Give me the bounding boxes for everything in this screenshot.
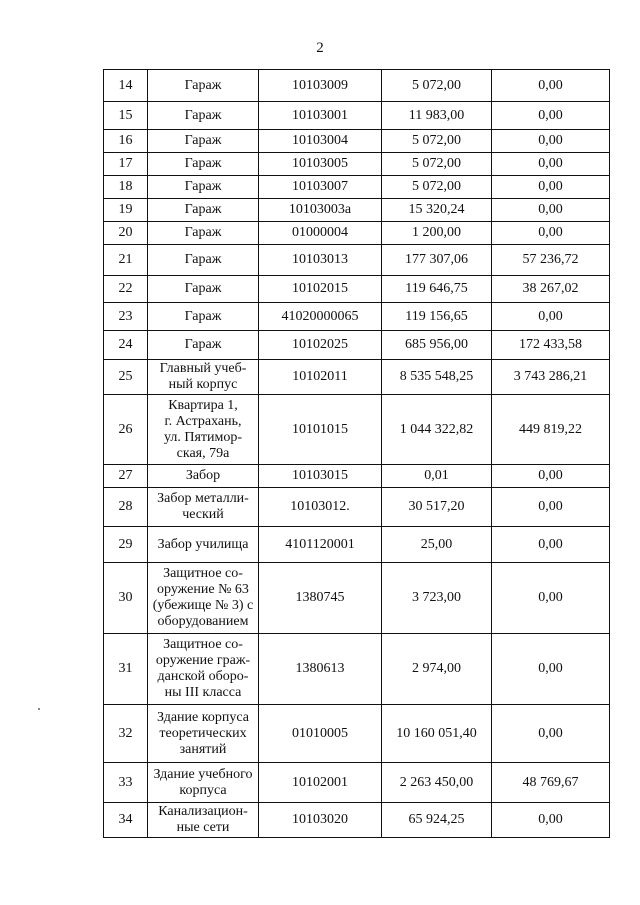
- initial-value-cell: 30 517,20: [382, 488, 492, 527]
- inventory-number-cell: 41020000065: [259, 303, 382, 331]
- inventory-number-cell: 10103004: [259, 130, 382, 153]
- table-row: [104, 176, 610, 199]
- table-row: [104, 199, 610, 222]
- inventory-number-cell: 10103001: [259, 102, 382, 130]
- object-name-cell: Защитное со- оружение граж- данской оборо- ны III класса: [148, 634, 259, 705]
- object-name-cell: Гараж: [148, 70, 259, 102]
- inventory-number-cell: 10102025: [259, 331, 382, 360]
- table-row: [104, 102, 610, 130]
- table-row: [104, 763, 610, 803]
- object-name-cell: Гараж: [148, 303, 259, 331]
- object-name-cell: Гараж: [148, 222, 259, 245]
- initial-value-cell: 8 535 548,25: [382, 360, 492, 395]
- inventory-number-cell: 10103009: [259, 70, 382, 102]
- row-number-cell: 28: [104, 488, 148, 527]
- object-name-cell: Гараж: [148, 130, 259, 153]
- object-name-cell: Здание учебного корпуса: [148, 763, 259, 803]
- object-name-cell: Защитное со- оружение № 63 (убежище № 3) с оборудованием: [148, 563, 259, 634]
- initial-value-cell: 177 307,06: [382, 245, 492, 276]
- inventory-number-cell: 10102015: [259, 276, 382, 303]
- residual-value-cell: 0,00: [492, 153, 610, 176]
- initial-value-cell: 11 983,00: [382, 102, 492, 130]
- object-name-cell: Забор: [148, 465, 259, 488]
- initial-value-cell: 15 320,24: [382, 199, 492, 222]
- initial-value-cell: 2 263 450,00: [382, 763, 492, 803]
- residual-value-cell: 0,00: [492, 222, 610, 245]
- inventory-number-cell: 10103005: [259, 153, 382, 176]
- inventory-number-cell: 01000004: [259, 222, 382, 245]
- residual-value-cell: 3 743 286,21: [492, 360, 610, 395]
- object-name-cell: Квартира 1, г. Астрахань, ул. Пятимор- ская, 79а: [148, 395, 259, 465]
- row-number-cell: 31: [104, 634, 148, 705]
- object-name-cell: Забор училища: [148, 527, 259, 563]
- object-name-cell: Канализацион- ные сети: [148, 803, 259, 838]
- initial-value-cell: 685 956,00: [382, 331, 492, 360]
- table-row: [104, 634, 610, 705]
- object-name-cell: Гараж: [148, 245, 259, 276]
- object-name-cell: Гараж: [148, 199, 259, 222]
- inventory-number-cell: 01010005: [259, 705, 382, 763]
- object-name-cell: Гараж: [148, 153, 259, 176]
- table-row: [104, 222, 610, 245]
- table-row: [104, 527, 610, 563]
- table-row: [104, 360, 610, 395]
- table-row: [104, 245, 610, 276]
- inventory-number-cell: 10103013: [259, 245, 382, 276]
- row-number-cell: 26: [104, 395, 148, 465]
- table-row: [104, 465, 610, 488]
- inventory-number-cell: 10103003а: [259, 199, 382, 222]
- residual-value-cell: 38 267,02: [492, 276, 610, 303]
- initial-value-cell: 1 200,00: [382, 222, 492, 245]
- table-row: [104, 70, 610, 102]
- table-row: [104, 803, 610, 838]
- residual-value-cell: 0,00: [492, 102, 610, 130]
- initial-value-cell: 2 974,00: [382, 634, 492, 705]
- row-number-cell: 17: [104, 153, 148, 176]
- inventory-number-cell: 10103015: [259, 465, 382, 488]
- table-row: [104, 331, 610, 360]
- inventory-number-cell: 10102001: [259, 763, 382, 803]
- row-number-cell: 24: [104, 331, 148, 360]
- residual-value-cell: 0,00: [492, 465, 610, 488]
- inventory-number-cell: 4101120001: [259, 527, 382, 563]
- row-number-cell: 32: [104, 705, 148, 763]
- residual-value-cell: 0,00: [492, 527, 610, 563]
- row-number-cell: 25: [104, 360, 148, 395]
- inventory-number-cell: 10103007: [259, 176, 382, 199]
- initial-value-cell: 65 924,25: [382, 803, 492, 838]
- row-number-cell: 23: [104, 303, 148, 331]
- initial-value-cell: 10 160 051,40: [382, 705, 492, 763]
- residual-value-cell: 172 433,58: [492, 331, 610, 360]
- object-name-cell: Гараж: [148, 102, 259, 130]
- row-number-cell: 33: [104, 763, 148, 803]
- row-number-cell: 14: [104, 70, 148, 102]
- residual-value-cell: 449 819,22: [492, 395, 610, 465]
- initial-value-cell: 119 646,75: [382, 276, 492, 303]
- row-number-cell: 34: [104, 803, 148, 838]
- table-row: [104, 153, 610, 176]
- row-number-cell: 29: [104, 527, 148, 563]
- residual-value-cell: 57 236,72: [492, 245, 610, 276]
- residual-value-cell: 0,00: [492, 705, 610, 763]
- initial-value-cell: 5 072,00: [382, 176, 492, 199]
- row-number-cell: 15: [104, 102, 148, 130]
- inventory-number-cell: 10103012.: [259, 488, 382, 527]
- residual-value-cell: 0,00: [492, 634, 610, 705]
- table-row: [104, 303, 610, 331]
- row-number-cell: 22: [104, 276, 148, 303]
- inventory-number-cell: 10103020: [259, 803, 382, 838]
- scan-speck: [38, 708, 40, 710]
- row-number-cell: 27: [104, 465, 148, 488]
- table-row: [104, 705, 610, 763]
- residual-value-cell: 48 769,67: [492, 763, 610, 803]
- residual-value-cell: 0,00: [492, 70, 610, 102]
- row-number-cell: 20: [104, 222, 148, 245]
- inventory-number-cell: 1380745: [259, 563, 382, 634]
- row-number-cell: 30: [104, 563, 148, 634]
- table-row: [104, 130, 610, 153]
- row-number-cell: 19: [104, 199, 148, 222]
- row-number-cell: 18: [104, 176, 148, 199]
- initial-value-cell: 5 072,00: [382, 130, 492, 153]
- inventory-number-cell: 10102011: [259, 360, 382, 395]
- property-table: [103, 69, 610, 838]
- initial-value-cell: 1 044 322,82: [382, 395, 492, 465]
- residual-value-cell: 0,00: [492, 130, 610, 153]
- table-row: [104, 395, 610, 465]
- residual-value-cell: 0,00: [492, 563, 610, 634]
- table-body: [104, 70, 610, 838]
- initial-value-cell: 5 072,00: [382, 70, 492, 102]
- inventory-number-cell: 1380613: [259, 634, 382, 705]
- residual-value-cell: 0,00: [492, 488, 610, 527]
- object-name-cell: Здание корпуса теоретических занятий: [148, 705, 259, 763]
- inventory-number-cell: 10101015: [259, 395, 382, 465]
- object-name-cell: Забор металли- ческий: [148, 488, 259, 527]
- table-row: [104, 276, 610, 303]
- object-name-cell: Главный учеб- ный корпус: [148, 360, 259, 395]
- initial-value-cell: 0,01: [382, 465, 492, 488]
- table-row: [104, 563, 610, 634]
- object-name-cell: Гараж: [148, 276, 259, 303]
- object-name-cell: Гараж: [148, 176, 259, 199]
- page-number: 2: [316, 40, 324, 56]
- initial-value-cell: 3 723,00: [382, 563, 492, 634]
- row-number-cell: 16: [104, 130, 148, 153]
- residual-value-cell: 0,00: [492, 176, 610, 199]
- initial-value-cell: 25,00: [382, 527, 492, 563]
- residual-value-cell: 0,00: [492, 303, 610, 331]
- table-row: [104, 488, 610, 527]
- initial-value-cell: 119 156,65: [382, 303, 492, 331]
- row-number-cell: 21: [104, 245, 148, 276]
- residual-value-cell: 0,00: [492, 199, 610, 222]
- object-name-cell: Гараж: [148, 331, 259, 360]
- initial-value-cell: 5 072,00: [382, 153, 492, 176]
- residual-value-cell: 0,00: [492, 803, 610, 838]
